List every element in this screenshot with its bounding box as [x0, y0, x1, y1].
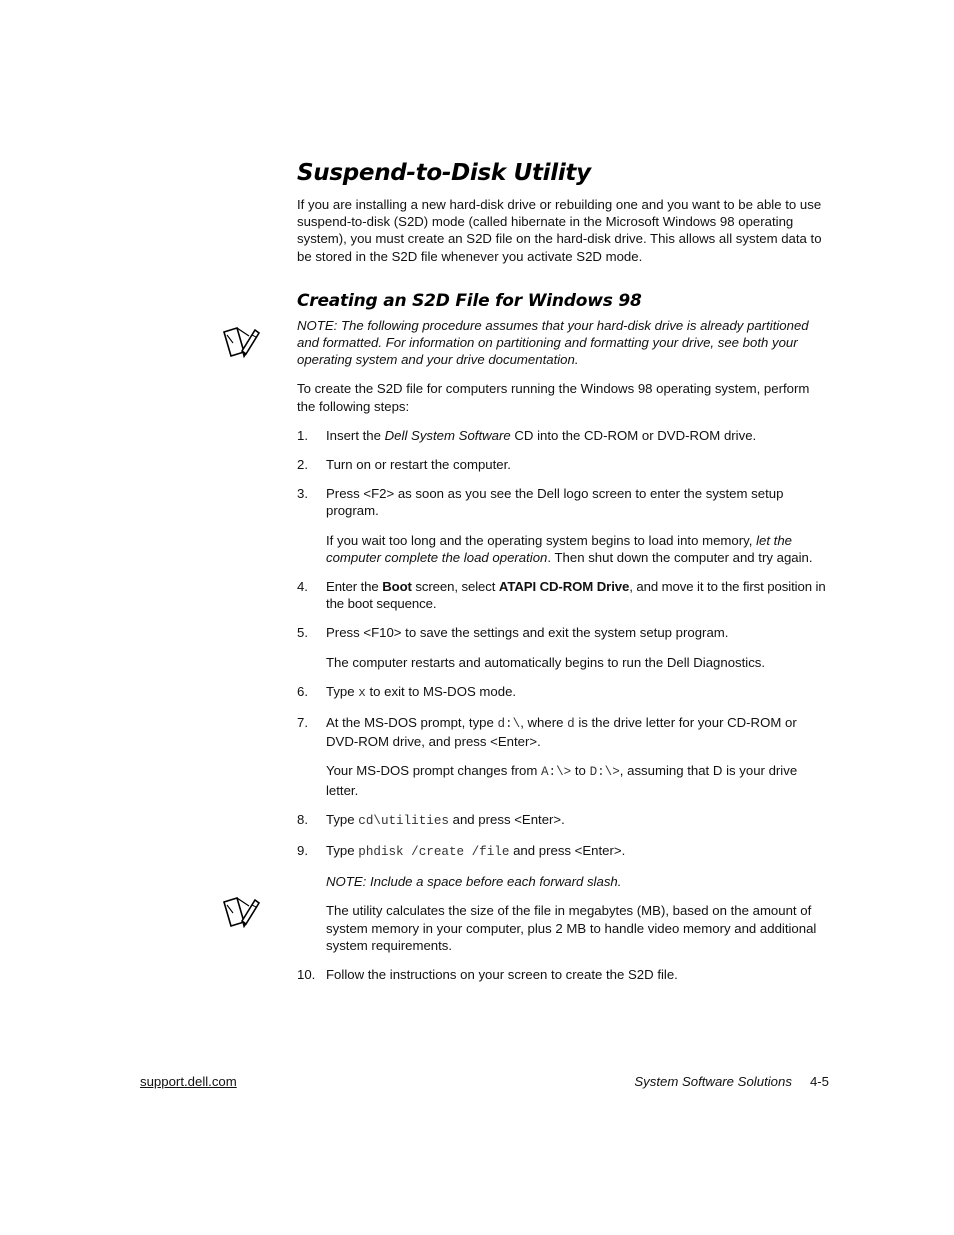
- step-number: 9.: [297, 843, 308, 859]
- step-text: is the drive letter for your CD-ROM or DVD-ROM drive, and press <Enter>.: [326, 715, 797, 750]
- step-subtext: [326, 762, 829, 798]
- option-name: ATAPI CD-ROM Drive: [498, 579, 630, 595]
- note-text: NOTE: Include a space before each forward slash.: [326, 874, 622, 890]
- step-text: Type: [326, 683, 359, 699]
- section-heading: Creating an S2D File for Windows 98: [297, 290, 642, 311]
- step-subtext: [326, 532, 829, 566]
- page-title: Suspend-to-Disk Utility: [297, 160, 591, 186]
- step-text: to exit to MS-DOS mode.: [365, 683, 517, 699]
- step-number: 1.: [297, 427, 308, 443]
- code-text: d:\: [497, 717, 521, 732]
- support-link[interactable]: support.dell.com: [140, 1074, 237, 1089]
- code-text: d: [567, 717, 575, 732]
- list-item: [297, 456, 829, 473]
- step-text: If you wait too long and the operating system begins to load into memory,: [326, 532, 757, 548]
- code-text: cd\utilities: [358, 813, 449, 828]
- intro-paragraph: If you are installing a new hard-disk drive or rebuilding one and you want to be able to use suspend-to-disk (S2D) mode (called hibernate in the Microsoft Windows 98 operating system), you must create an S2D file on the hard-disk drive. This allows all system data to be stored in the S2D file whenever you activate S2D mode.: [297, 197, 822, 264]
- code-text: x: [358, 685, 366, 700]
- step-text: and press <Enter>.: [448, 811, 565, 827]
- step-number: 5.: [297, 625, 308, 641]
- step-number: 6.: [297, 683, 308, 699]
- list-item: [297, 811, 829, 830]
- note-text: NOTE: The following procedure assumes that your hard-disk drive is already partitioned and formatted. For information on partitioning and formatting your drive, see both your operating system and your drive documentation.: [297, 317, 809, 368]
- page-footer: [634, 1074, 829, 1089]
- step-number: 10.: [297, 967, 316, 983]
- list-item: [297, 624, 829, 670]
- step-text: Turn on or restart the computer.: [326, 457, 511, 473]
- list-item: [297, 427, 829, 444]
- step-number: 7.: [297, 715, 308, 731]
- screen-name: Boot: [382, 579, 412, 595]
- steps-list: [297, 427, 829, 983]
- step-text: , and move it to the first position in the boot sequence.: [326, 579, 826, 612]
- lead-paragraph: To create the S2D file for computers running the Windows 98 operating system, perform the following steps:: [297, 381, 810, 414]
- step-text: Insert the: [326, 427, 385, 443]
- list-item: [297, 683, 829, 702]
- code-text: A:\>: [541, 765, 572, 780]
- step-text: Type: [326, 811, 359, 827]
- step-text: , assuming that D is your drive letter.: [326, 763, 798, 798]
- step-text: Press <F2> as soon as you see the Dell logo screen to enter the system setup program.: [326, 486, 784, 519]
- step-subtext: The computer restarts and automatically begins to run the Dell Diagnostics.: [326, 654, 766, 670]
- product-name: Dell System Software: [384, 427, 511, 443]
- list-item: [297, 714, 829, 799]
- step-text: Your MS-DOS prompt changes from: [326, 763, 541, 779]
- step-text: Follow the instructions on your screen to create the S2D file.: [326, 967, 678, 983]
- step-number: 3.: [297, 486, 308, 502]
- step-text: screen, select: [411, 579, 499, 595]
- list-item: [297, 578, 829, 612]
- step-number: 8.: [297, 811, 308, 827]
- list-item: [297, 485, 829, 566]
- code-text: D:\>: [589, 765, 620, 780]
- list-item: [297, 966, 829, 983]
- note-pencil-icon: [221, 893, 261, 929]
- step-text: Enter the: [326, 579, 383, 595]
- main-content: [297, 160, 829, 995]
- note-pencil-icon: [221, 323, 261, 359]
- step-text: . Then shut down the computer and try again.: [547, 549, 813, 565]
- code-text: phdisk /create /file: [358, 845, 510, 860]
- page-number: 4-5: [809, 1074, 829, 1089]
- step-number: 2.: [297, 457, 308, 473]
- step-text: At the MS-DOS prompt, type: [326, 715, 498, 731]
- footer-section-title: System Software Solutions: [634, 1074, 792, 1089]
- step-subtext: The utility calculates the size of the file in megabytes (MB), based on the amount of system memory in your computer, plus 2 MB to handle video memory and additional system requirements.: [326, 903, 817, 953]
- emphasis-text: let the computer complete the load operation: [326, 532, 792, 565]
- step-number: 4.: [297, 579, 308, 595]
- step-text: to: [571, 763, 590, 779]
- step-text: CD into the CD-ROM or DVD-ROM drive.: [510, 427, 757, 443]
- step-text: and press <Enter>.: [509, 843, 626, 859]
- step-text: Type: [326, 843, 359, 859]
- step-text: Press <F10> to save the settings and exit the system setup program.: [326, 625, 729, 641]
- step-text: , where: [520, 715, 568, 731]
- list-item: [297, 842, 829, 954]
